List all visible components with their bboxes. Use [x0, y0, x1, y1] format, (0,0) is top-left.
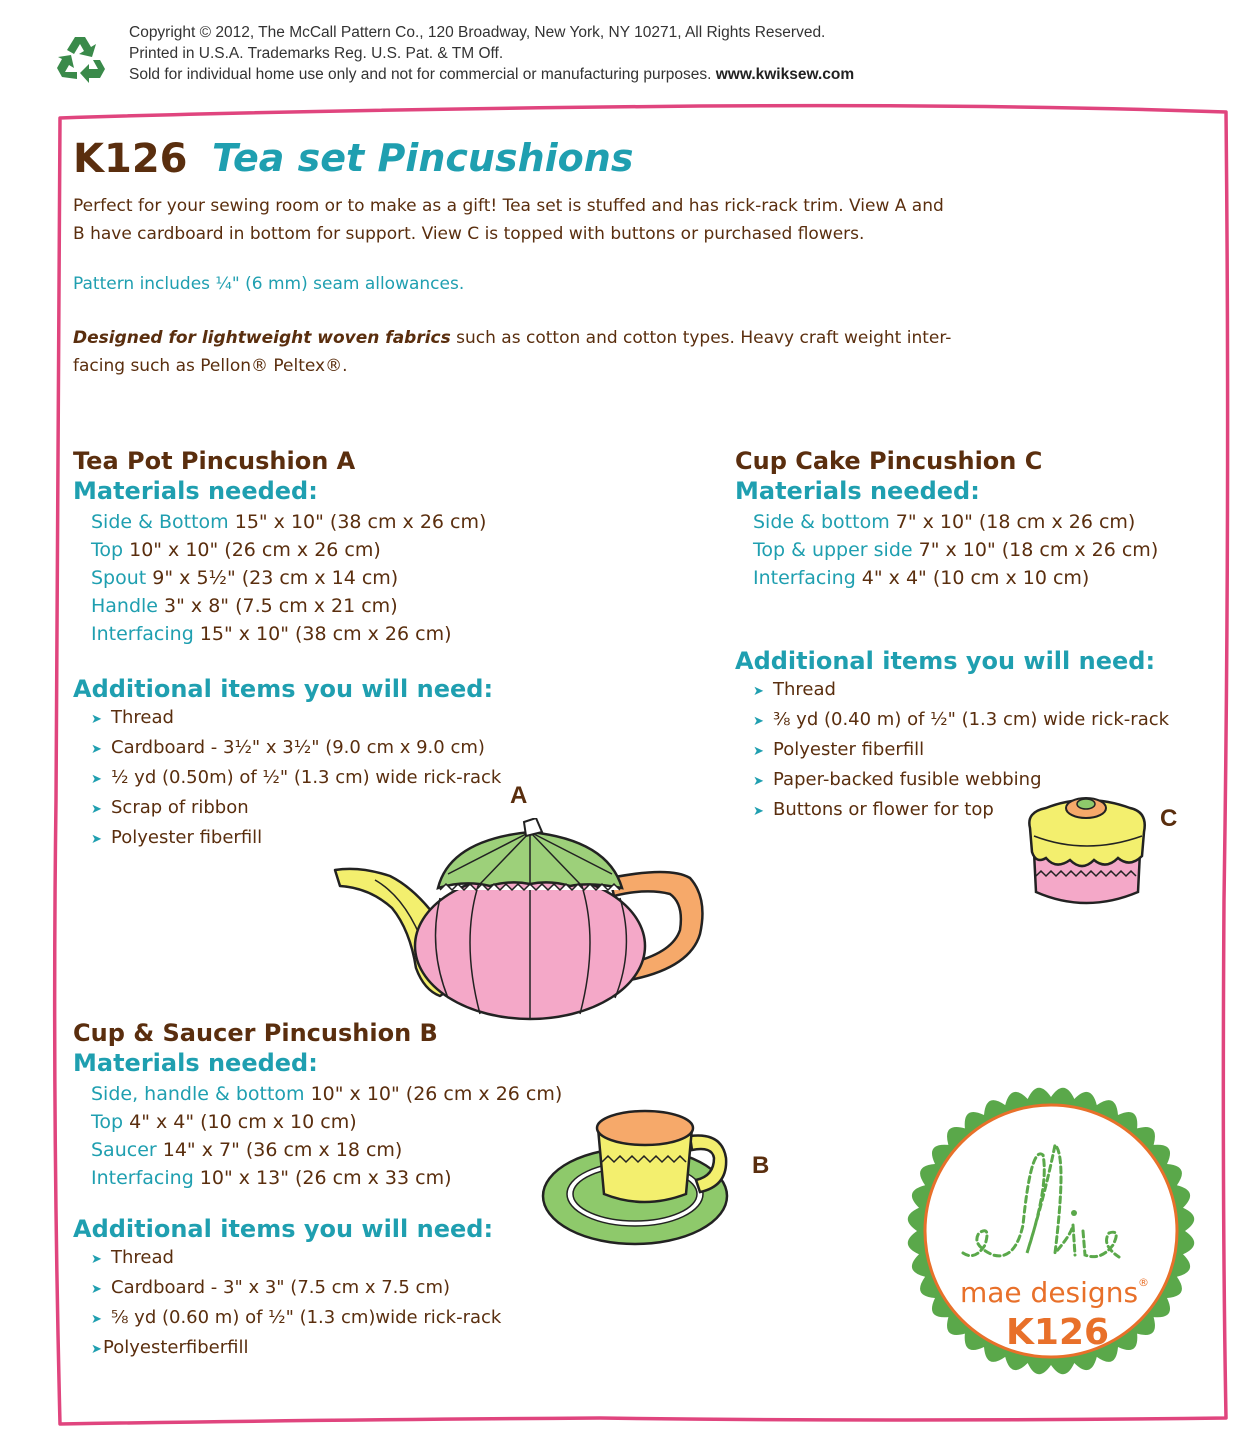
arrow-icon: ➤: [753, 804, 764, 819]
intro-line: B have cardboard in bottom for support. View C is topped with buttons or purchased flowers.: [73, 224, 865, 244]
list-item-text: ⅝ yd (0.60 m) of ½" (1.3 cm)wide rick-rack: [111, 1307, 502, 1328]
fabric-line: [73, 324, 993, 352]
arrow-icon: ➤: [91, 1342, 102, 1357]
additional-heading: Additional items you will need:: [735, 647, 1156, 675]
view-c-heading: Cup Cake Pincushion C: [735, 447, 1043, 475]
material-row: [91, 1080, 593, 1108]
material-row: [91, 508, 633, 536]
material-label: Side & bottom: [753, 511, 890, 533]
material-label: Top: [91, 539, 124, 561]
list-item-text: Polyester fiberfill: [773, 739, 925, 760]
material-row: [91, 1108, 593, 1136]
material-label: Interfacing: [91, 623, 194, 645]
view-b-heading: Cup & Saucer Pincushion B: [73, 1019, 438, 1047]
arrow-icon: ➤: [753, 744, 764, 759]
teapot-illustration: [330, 818, 710, 1024]
material-label: Saucer: [91, 1139, 157, 1161]
material-value: 3" x 8" (7.5 cm x 21 cm): [158, 595, 398, 617]
list-item-text: Polyesterfiberfill: [103, 1337, 249, 1358]
list-item: [91, 1334, 593, 1364]
fabric-line: facing such as Pellon® Peltex®.: [73, 356, 348, 376]
list-item-text: Thread: [111, 707, 174, 728]
view-c-letter: C: [1160, 805, 1178, 832]
intro-text: [73, 192, 993, 248]
view-b-section: [73, 1018, 593, 1364]
seam-allowance: Pattern includes ¼" (6 mm) seam allowances.: [73, 274, 465, 294]
fabric-emphasis: Designed for lightweight woven fabrics: [73, 328, 451, 348]
arrow-icon: ➤: [91, 1312, 102, 1327]
arrow-icon: ➤: [91, 742, 102, 757]
materials-list: [735, 508, 1215, 592]
view-a-section: [73, 446, 633, 854]
list-item: [753, 706, 1215, 736]
materials-heading: Materials needed:: [73, 477, 318, 505]
list-item: [91, 734, 633, 764]
arrow-icon: ➤: [753, 774, 764, 789]
list-item-text: Polyester fiberfill: [111, 827, 263, 848]
list-item-text: Buttons or flower for top: [773, 799, 994, 820]
sold-text: Sold for individual home use only and not for commercial or manufacturing purposes.: [129, 66, 712, 83]
view-a-letter: A: [510, 782, 528, 809]
pattern-title: Tea set Pincushions: [212, 136, 634, 180]
material-label: Side, handle & bottom: [91, 1083, 305, 1105]
list-item-text: Thread: [111, 1247, 174, 1268]
pattern-code: K126: [73, 136, 188, 182]
arrow-icon: ➤: [753, 684, 764, 699]
material-row: [91, 1136, 593, 1164]
additional-heading: Additional items you will need:: [73, 1215, 494, 1243]
list-item-text: Cardboard - 3" x 3" (7.5 cm x 7.5 cm): [111, 1277, 451, 1298]
list-item: [91, 1304, 593, 1334]
arrow-icon: ➤: [91, 1252, 102, 1267]
website-link[interactable]: www.kwiksew.com: [715, 66, 855, 83]
material-value: 10" x 13" (26 cm x 33 cm): [193, 1167, 452, 1189]
material-row: [753, 564, 1215, 592]
list-item: [91, 764, 633, 794]
arrow-icon: ➤: [91, 802, 102, 817]
material-row: [91, 1164, 593, 1192]
material-value: 7" x 10" (18 cm x 26 cm): [912, 539, 1159, 561]
cupcake-illustration: [1026, 792, 1150, 910]
list-item-text: ⅜ yd (0.40 m) of ½" (1.3 cm) wide rick-rack: [773, 709, 1170, 730]
arrow-icon: ➤: [91, 832, 102, 847]
copyright-line: Copyright © 2012, The McCall Pattern Co., 120 Broadway, New York, NY 10271, All Rights Reserved.: [129, 24, 826, 41]
material-row: [753, 508, 1215, 536]
material-label: Spout: [91, 567, 147, 589]
list-item-text: ½ yd (0.50m) of ½" (1.3 cm) wide rick-rack: [111, 767, 502, 788]
list-item: [91, 1274, 593, 1304]
view-b-letter: B: [752, 1152, 770, 1179]
view-a-heading: Tea Pot Pincushion A: [73, 447, 356, 475]
material-value: 10" x 10" (26 cm x 26 cm): [304, 1083, 563, 1105]
material-value: 15" x 10" (38 cm x 26 cm): [193, 623, 452, 645]
material-label: Top: [91, 1111, 124, 1133]
material-label: Interfacing: [753, 567, 856, 589]
materials-heading: Materials needed:: [735, 477, 980, 505]
materials-list: [73, 1080, 593, 1192]
arrow-icon: ➤: [91, 712, 102, 727]
material-value: 10" x 10" (26 cm x 26 cm): [123, 539, 381, 561]
material-row: [753, 536, 1215, 564]
list-item-text: Cardboard - 3½" x 3½" (9.0 cm x 9.0 cm): [111, 737, 485, 758]
logo-registered: ®: [1138, 1276, 1150, 1289]
material-label: Side & Bottom: [91, 511, 229, 533]
logo-subtitle: [960, 1276, 1149, 1309]
material-row: [91, 564, 633, 592]
printed-line: Printed in U.S.A. Trademarks Reg. U.S. Pat. & TM Off.: [129, 45, 504, 62]
list-item-text: Paper-backed fusible webbing: [773, 769, 1042, 790]
material-value: 4" x 4" (10 cm x 10 cm): [123, 1111, 357, 1133]
material-value: 15" x 10" (38 cm x 26 cm): [228, 511, 487, 533]
list-item-text: Thread: [773, 679, 836, 700]
logo-subtitle-text: mae designs: [960, 1276, 1139, 1309]
material-value: 7" x 10" (18 cm x 26 cm): [889, 511, 1136, 533]
material-row: [91, 536, 633, 564]
arrow-icon: ➤: [753, 714, 764, 729]
cup-saucer-illustration: [540, 1106, 740, 1248]
list-item: [91, 704, 633, 734]
arrow-icon: ➤: [91, 772, 102, 787]
fabric-text: such as cotton and cotton types. Heavy craft weight inter-: [450, 328, 952, 348]
material-row: [91, 620, 633, 648]
material-value: 9" x 5½" (23 cm x 14 cm): [146, 567, 399, 589]
material-label: Handle: [91, 595, 159, 617]
additional-list: [73, 1244, 593, 1364]
list-item-text: Scrap of ribbon: [111, 797, 249, 818]
list-item: [753, 676, 1215, 706]
intro-line: Perfect for your sewing room or to make as a gift! Tea set is stuffed and has rick-rack trim. View A and: [73, 196, 944, 216]
logo-code: K126: [1006, 1312, 1110, 1353]
list-item: [753, 736, 1215, 766]
material-row: [91, 592, 633, 620]
material-label: Interfacing: [91, 1167, 194, 1189]
material-value: 4" x 4" (10 cm x 10 cm): [855, 567, 1090, 589]
view-c-section: [735, 446, 1215, 826]
arrow-icon: ➤: [91, 1282, 102, 1297]
list-item: [91, 1244, 593, 1274]
materials-list: [73, 508, 633, 648]
materials-heading: Materials needed:: [73, 1049, 318, 1077]
material-label: Top & upper side: [753, 539, 913, 561]
material-value: 14" x 7" (36 cm x 18 cm): [156, 1139, 403, 1161]
fabric-note: [73, 324, 993, 380]
additional-heading: Additional items you will need:: [73, 675, 494, 703]
